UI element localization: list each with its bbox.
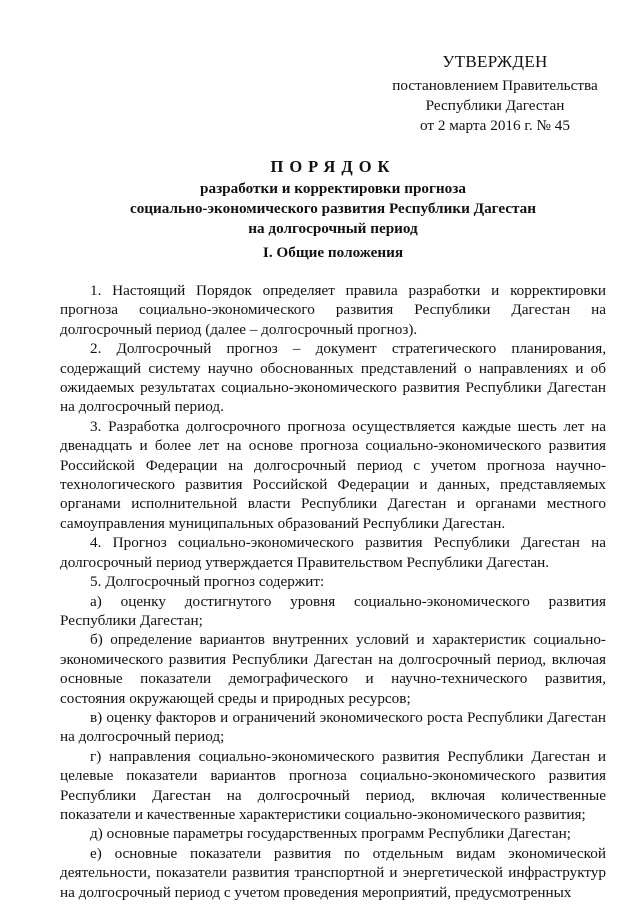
approval-stamp — [380, 52, 610, 136]
title-subline: на долгосрочный период — [248, 220, 418, 238]
paragraph: 4. Прогноз социально-экономического развития Республики Дагестан на долгосрочный период утверждается Правительством Республики Дагестан. — [60, 534, 606, 571]
approval-line: от 2 марта 2016 г. № 45 — [420, 117, 570, 135]
paragraph: д) основные параметры государственных программ Республики Дагестан; — [90, 825, 571, 843]
paragraph: а) оценку достигнутого уровня социально-экономического развития Республики Дагестан; — [60, 592, 606, 629]
document-body — [60, 281, 606, 902]
paragraph: 3. Разработка долгосрочного прогноза осуществляется каждые шесть лет на двенадцать и более лет на основе прогноза социально-экономического развития Российской Федерации на долгосрочный период с учетом прогноза научно-технологического развития Российской Федерации и данных, представляемых органами исполнительной власти Республики Дагестан и органами местного самоуправления муниципальных образований Республики Дагестан. — [60, 417, 606, 532]
paragraph: е) основные показатели развития по отдельным видам экономической деятельности, показатели развития транспортной и энергетической инфраструктур на долгосрочный период с учетом проведения мероприятий, предусмотренных — [60, 844, 606, 901]
title-subline: социально-экономического развития Республики Дагестан — [129, 200, 537, 218]
title-subline: разработки и корректировки прогноза — [200, 180, 466, 198]
paragraph: 1. Настоящий Порядок определяет правила разработки и корректировки прогноза социально-экономического развития Республики Дагестан на долгосрочный период (далее – долгосрочный прогноз). — [60, 282, 606, 338]
title-main: ПОРЯДОК — [270, 157, 396, 176]
paragraph: б) определение вариантов внутренних условий и характеристик социально-экономического развития Республики Дагестан на долгосрочный период, включая основные показатели демографического и научно-технического развития, состояния окружающей среды и природных ресурсов; — [60, 631, 606, 707]
paragraph: в) оценку факторов и ограничений экономического роста Республики Дагестан на долгосрочный период; — [60, 708, 606, 746]
paragraph: 2. Долгосрочный прогноз – документ стратегического планирования, содержащий систему научно обоснованных представлений о направлениях и об ожидаемых результатах социально-экономического развития Республики Дагестан на долгосрочный период. — [60, 340, 606, 416]
approval-heading: УТВЕРЖДЕН — [442, 52, 548, 71]
paragraph: 5. Долгосрочный прогноз содержит: — [90, 573, 325, 591]
section-heading: I. Общие положения — [262, 244, 404, 261]
document-title — [60, 157, 606, 239]
paragraph: г) направления социально-экономического развития Республики Дагестан и целевые показатели вариантов прогноза социально-экономического развития Республики Дагестан на долгосрочный период, включая количественные показатели и качественные характеристики социально-экономического развития; — [60, 747, 606, 823]
approval-line: постановлением Правительства — [392, 77, 598, 95]
approval-line: Республики Дагестан — [425, 97, 565, 115]
